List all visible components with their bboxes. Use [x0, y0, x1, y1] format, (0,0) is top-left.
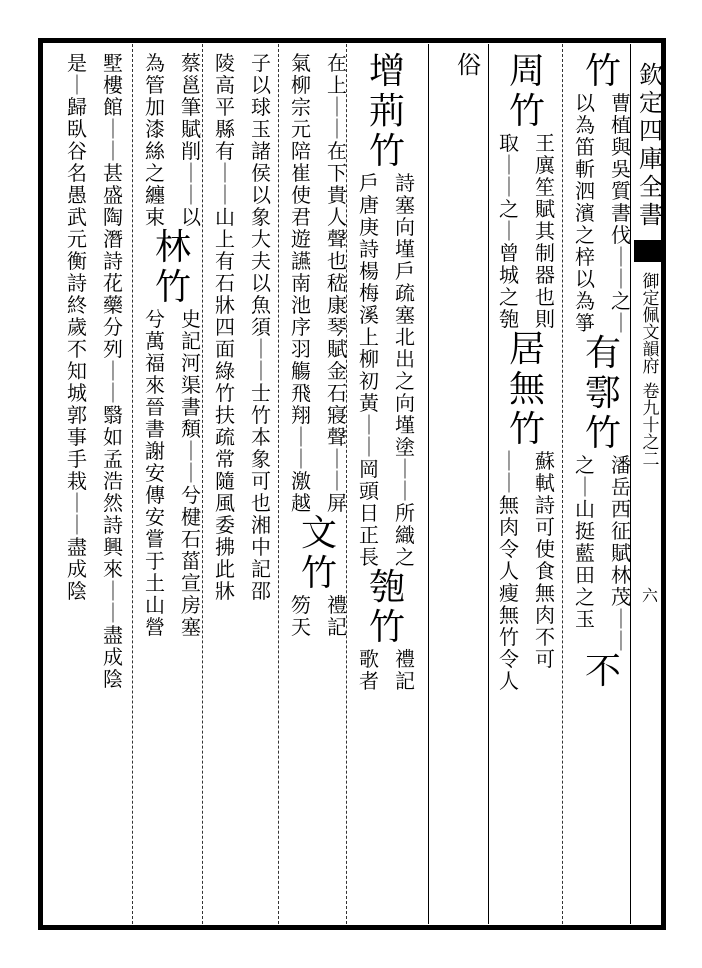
annotation-line: 曹 植 與 吳 質 書 伐 ｜ ｜ 之 ｜ — [611, 91, 631, 335]
annotation-line: 蘇 軾 詩 可 使 食 無 肉 不 可 — [535, 449, 555, 671]
annotation-line: 墅 樓 館 ｜ ｜ 甚 盛 陶 潛 詩 花 藥 分 列 ｜ ｜ 翳 如 孟 浩 然 詩 興 來 ｜ ｜ 盡 成 陰 — [103, 52, 123, 691]
headword: 增 荊 竹 — [368, 52, 405, 172]
column-rule — [202, 44, 203, 924]
column-rule — [488, 44, 489, 924]
annotation-line: 陵 高 平 縣 有 ｜ ｜ 山 上 有 石 牀 四 面 綠 竹 扶 疏 常 隨 風 委 拂 此 牀 — [215, 52, 235, 603]
annotation-line: 戶 唐 庚 詩 楊 梅 溪 上 柳 初 黃 ｜ ｜ 岡 頭 日 正 長 — [359, 171, 379, 569]
annotation-line: 潘 岳 西 征 賦 林 茂 ｜ ｜ — [611, 453, 631, 653]
annotation-line: 取 ｜ ｜ 之 ｜ 曾 城 之 匏 — [499, 131, 519, 331]
book-section: 御定佩文韻府 — [638, 272, 659, 374]
column-rule — [132, 44, 133, 924]
headword: 不 — [584, 651, 621, 692]
headword: 竹 — [584, 52, 621, 92]
annotation-line: 禮 記 — [395, 647, 415, 693]
annotation-line: 氣 柳 宗 元 陪 崔 使 君 遊 讌 南 池 序 羽 觴 飛 翔 ｜ ｜ 激 越 — [291, 52, 311, 515]
page-number: 六 — [639, 587, 659, 603]
column-rule — [562, 44, 563, 924]
annotation-pair — [285, 594, 353, 638]
annotation-pair — [353, 172, 421, 568]
annotation-pair — [569, 454, 637, 652]
annotation-line: 笏 天 — [291, 593, 311, 639]
annotation-line: 蔡 邕 筆 賦 削 ｜ ｜ 以 — [181, 52, 201, 229]
annotation-line: ｜ ｜ 無 肉 令 人 瘦 無 竹 令 人 — [499, 449, 519, 693]
annotation-line: 在 上 ｜ ｜ 在 下 貴 人 聲 也 嵇 康 琴 賦 金 石 寢 聲 ｜ ｜ 屏 — [327, 52, 347, 515]
text-column-6 — [206, 52, 280, 924]
annotation-pair — [139, 308, 207, 638]
column-rule — [346, 44, 347, 924]
volume-label: 卷九十之二 — [638, 382, 659, 467]
book-title: 欽定四庫全書 — [634, 62, 663, 230]
annotation-pair — [61, 52, 129, 690]
annotation-pair — [569, 92, 637, 334]
headword: 有 鄠 竹 — [584, 333, 621, 454]
annotation-pair — [353, 648, 421, 692]
text-column-7 — [136, 52, 210, 924]
annotation-pair — [209, 52, 277, 602]
headword: 居 無 竹 — [508, 329, 545, 450]
annotation-line: 王 廙 笙 賦 其 制 器 也 則 — [535, 131, 555, 331]
headword: 匏 竹 — [368, 567, 405, 648]
text-column-1 — [566, 52, 640, 924]
text-column-8 — [58, 52, 132, 924]
annotation-line: 禮 記 — [327, 593, 347, 639]
column-rule — [278, 44, 279, 924]
annotation-pair — [285, 52, 353, 514]
annotation-line: 史 記 河 渠 書 頽 ｜ ｜ 兮 楗 石 菑 宣 房 塞 — [181, 307, 201, 639]
annotation-line: 詩 塞 向 墐 戶 疏 塞 北 出 之 向 墐 塗 ｜ ｜ 所 織 之 — [395, 171, 415, 569]
text-column-3 — [432, 52, 506, 924]
headword: 俗 — [457, 52, 481, 79]
text-column-5 — [282, 52, 356, 924]
headword: 周 竹 — [508, 52, 545, 132]
headword: 林 竹 — [154, 227, 191, 308]
annotation-line: 為 管 加 漆 絲 之 纏 束 — [145, 52, 165, 229]
column-rule — [428, 44, 429, 924]
annotation-line: 歌 者 — [359, 647, 379, 693]
annotation-line: 之 ｜ 山 挺 藍 田 之 玉 — [575, 453, 595, 631]
annotation-line: 以 為 笛 斬 泗 濱 之 梓 以 為 箏 — [575, 91, 595, 335]
headword: 文 竹 — [300, 513, 337, 594]
annotation-line: 子 以 球 玉 諸 侯 以 象 大 夫 以 魚 須 ｜ ｜ 士 竹 本 象 可 也 湘 中 記 邵 — [251, 52, 271, 603]
annotation-line: 是 ｜ 歸 臥 谷 名 愚 武 元 衡 詩 終 歲 不 知 城 郭 事 手 栽 ｜ ｜ 盡 成 陰 — [67, 52, 87, 603]
annotation-line: 兮 萬 福 來 晉 書 謝 安 傳 安 嘗 于 土 山 營 — [145, 307, 165, 639]
annotation-pair — [139, 52, 207, 228]
text-column-4 — [350, 52, 424, 924]
